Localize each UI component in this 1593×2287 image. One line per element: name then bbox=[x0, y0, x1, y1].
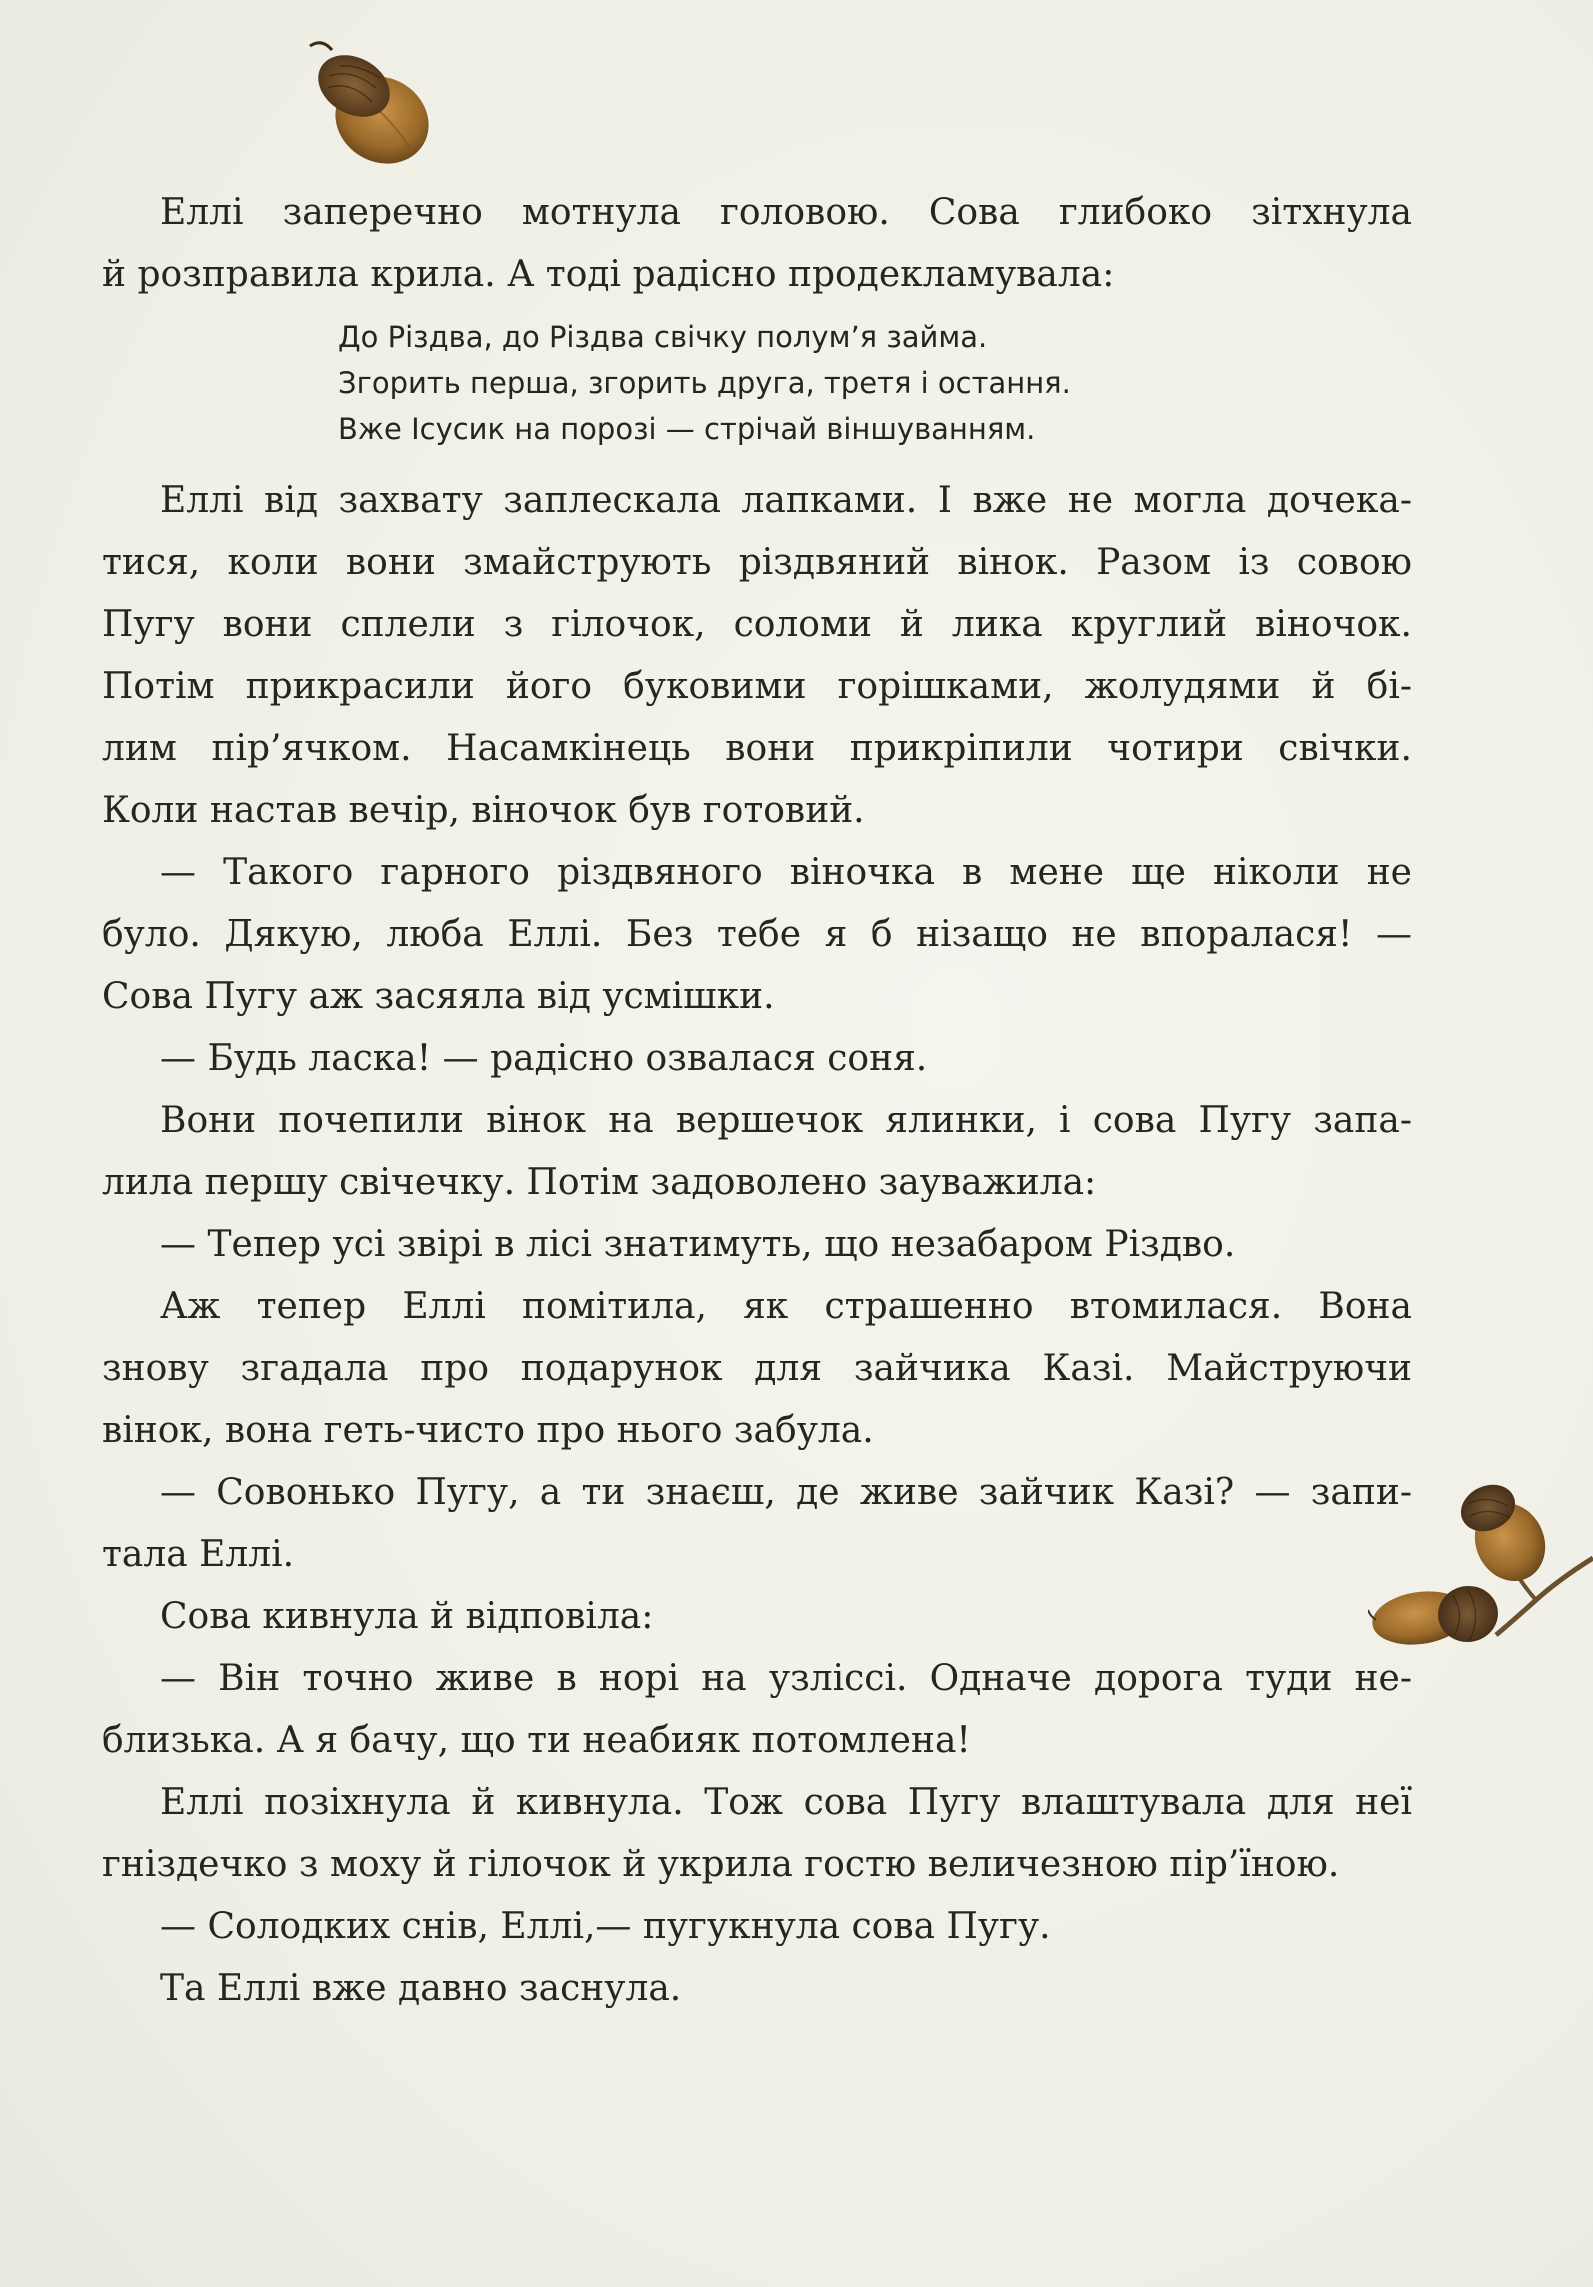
acorn-icon bbox=[292, 28, 442, 168]
text-line: тися, коли вони змайструють різдвяний вінок. Разом із совою bbox=[102, 542, 1412, 583]
paragraph bbox=[102, 1896, 1412, 1958]
text-line: — Такого гарного різдвяного віночка в мене ще ніколи не bbox=[160, 852, 1412, 893]
paragraph bbox=[102, 1028, 1412, 1090]
text-line: й розправила крила. А тоді радісно продекламувала: bbox=[102, 254, 1115, 295]
paragraph bbox=[102, 470, 1412, 842]
text-line: Сова Пугу аж засяяла від усмішки. bbox=[102, 976, 775, 1017]
text-line: було. Дякую, люба Еллі. Без тебе я б нізащо не впоралася! — bbox=[102, 914, 1412, 955]
paragraph bbox=[102, 1772, 1412, 1896]
text-line: вінок, вона геть-чисто про нього забула. bbox=[102, 1410, 874, 1451]
poem bbox=[338, 314, 1412, 452]
text-line: знову згадала про подарунок для зайчика Казі. Майструючи bbox=[102, 1348, 1412, 1389]
text-line: Сова кивнула й відповіла: bbox=[160, 1596, 654, 1637]
paragraph bbox=[102, 1958, 1412, 2020]
text-line: — Будь ласка! — радісно озвалася соня. bbox=[160, 1038, 928, 1079]
text-line: близька. А я бачу, що ти неабияк потомлена! bbox=[102, 1720, 971, 1761]
text-line: Потім прикрасили його буковими горішками, жолудями й бі- bbox=[102, 666, 1412, 707]
paragraph bbox=[102, 1586, 1412, 1648]
poem-line: Згорить перша, згорить друга, третя і остання. bbox=[338, 366, 1071, 400]
paragraph bbox=[102, 1214, 1412, 1276]
text-line: Та Еллі вже давно заснула. bbox=[160, 1968, 682, 2009]
text-line: Вони почепили вінок на вершечок ялинки, і сова Пугу запа- bbox=[160, 1100, 1412, 1141]
text-line: — Він точно живе в норі на узліссі. Одначе дорога туди не- bbox=[160, 1658, 1412, 1699]
text-line: Еллі заперечно мотнула головою. Сова глибоко зітхнула bbox=[160, 192, 1412, 233]
text-line: тала Еллі. bbox=[102, 1534, 295, 1575]
text-line: — Совонько Пугу, а ти знаєш, де живе зайчик Казі? — запи- bbox=[160, 1472, 1412, 1513]
text-line: лила першу свічечку. Потім задоволено зауважила: bbox=[102, 1162, 1097, 1203]
text-line: гніздечко з моху й гілочок й укрила гостю величезною пір’їною. bbox=[102, 1844, 1340, 1885]
paragraph bbox=[102, 842, 1412, 1028]
paragraph bbox=[102, 1462, 1412, 1586]
paragraph bbox=[102, 1090, 1412, 1214]
text-line: Коли настав вечір, віночок був готовий. bbox=[102, 790, 865, 831]
text-line: — Тепер усі звірі в лісі знатимуть, що незабаром Різдво. bbox=[160, 1224, 1236, 1265]
text-line: лим пір’ячком. Насамкінець вони прикріпили чотири свічки. bbox=[102, 728, 1412, 769]
poem-line: До Різдва, до Різдва свічку полум’я займа. bbox=[338, 320, 988, 354]
text-line: Еллі позіхнула й кивнула. Тож сова Пугу влаштувала для неї bbox=[160, 1782, 1412, 1823]
paragraph bbox=[102, 1648, 1412, 1772]
poem-line: Вже Ісусик на порозі — стрічай віншуванням. bbox=[338, 412, 1036, 446]
text-line: Пугу вони сплели з гілочок, соломи й лика круглий віночок. bbox=[102, 604, 1412, 645]
story-text bbox=[102, 182, 1412, 2020]
paragraph bbox=[102, 1276, 1412, 1462]
text-line: Аж тепер Еллі помітила, як страшенно втомилася. Вона bbox=[160, 1286, 1412, 1327]
text-line: — Солодких снів, Еллі,— пугукнула сова Пугу. bbox=[160, 1906, 1051, 1947]
paragraph bbox=[102, 182, 1412, 306]
text-line: Еллі від захвату заплескала лапками. І вже не могла дочека- bbox=[160, 480, 1412, 521]
